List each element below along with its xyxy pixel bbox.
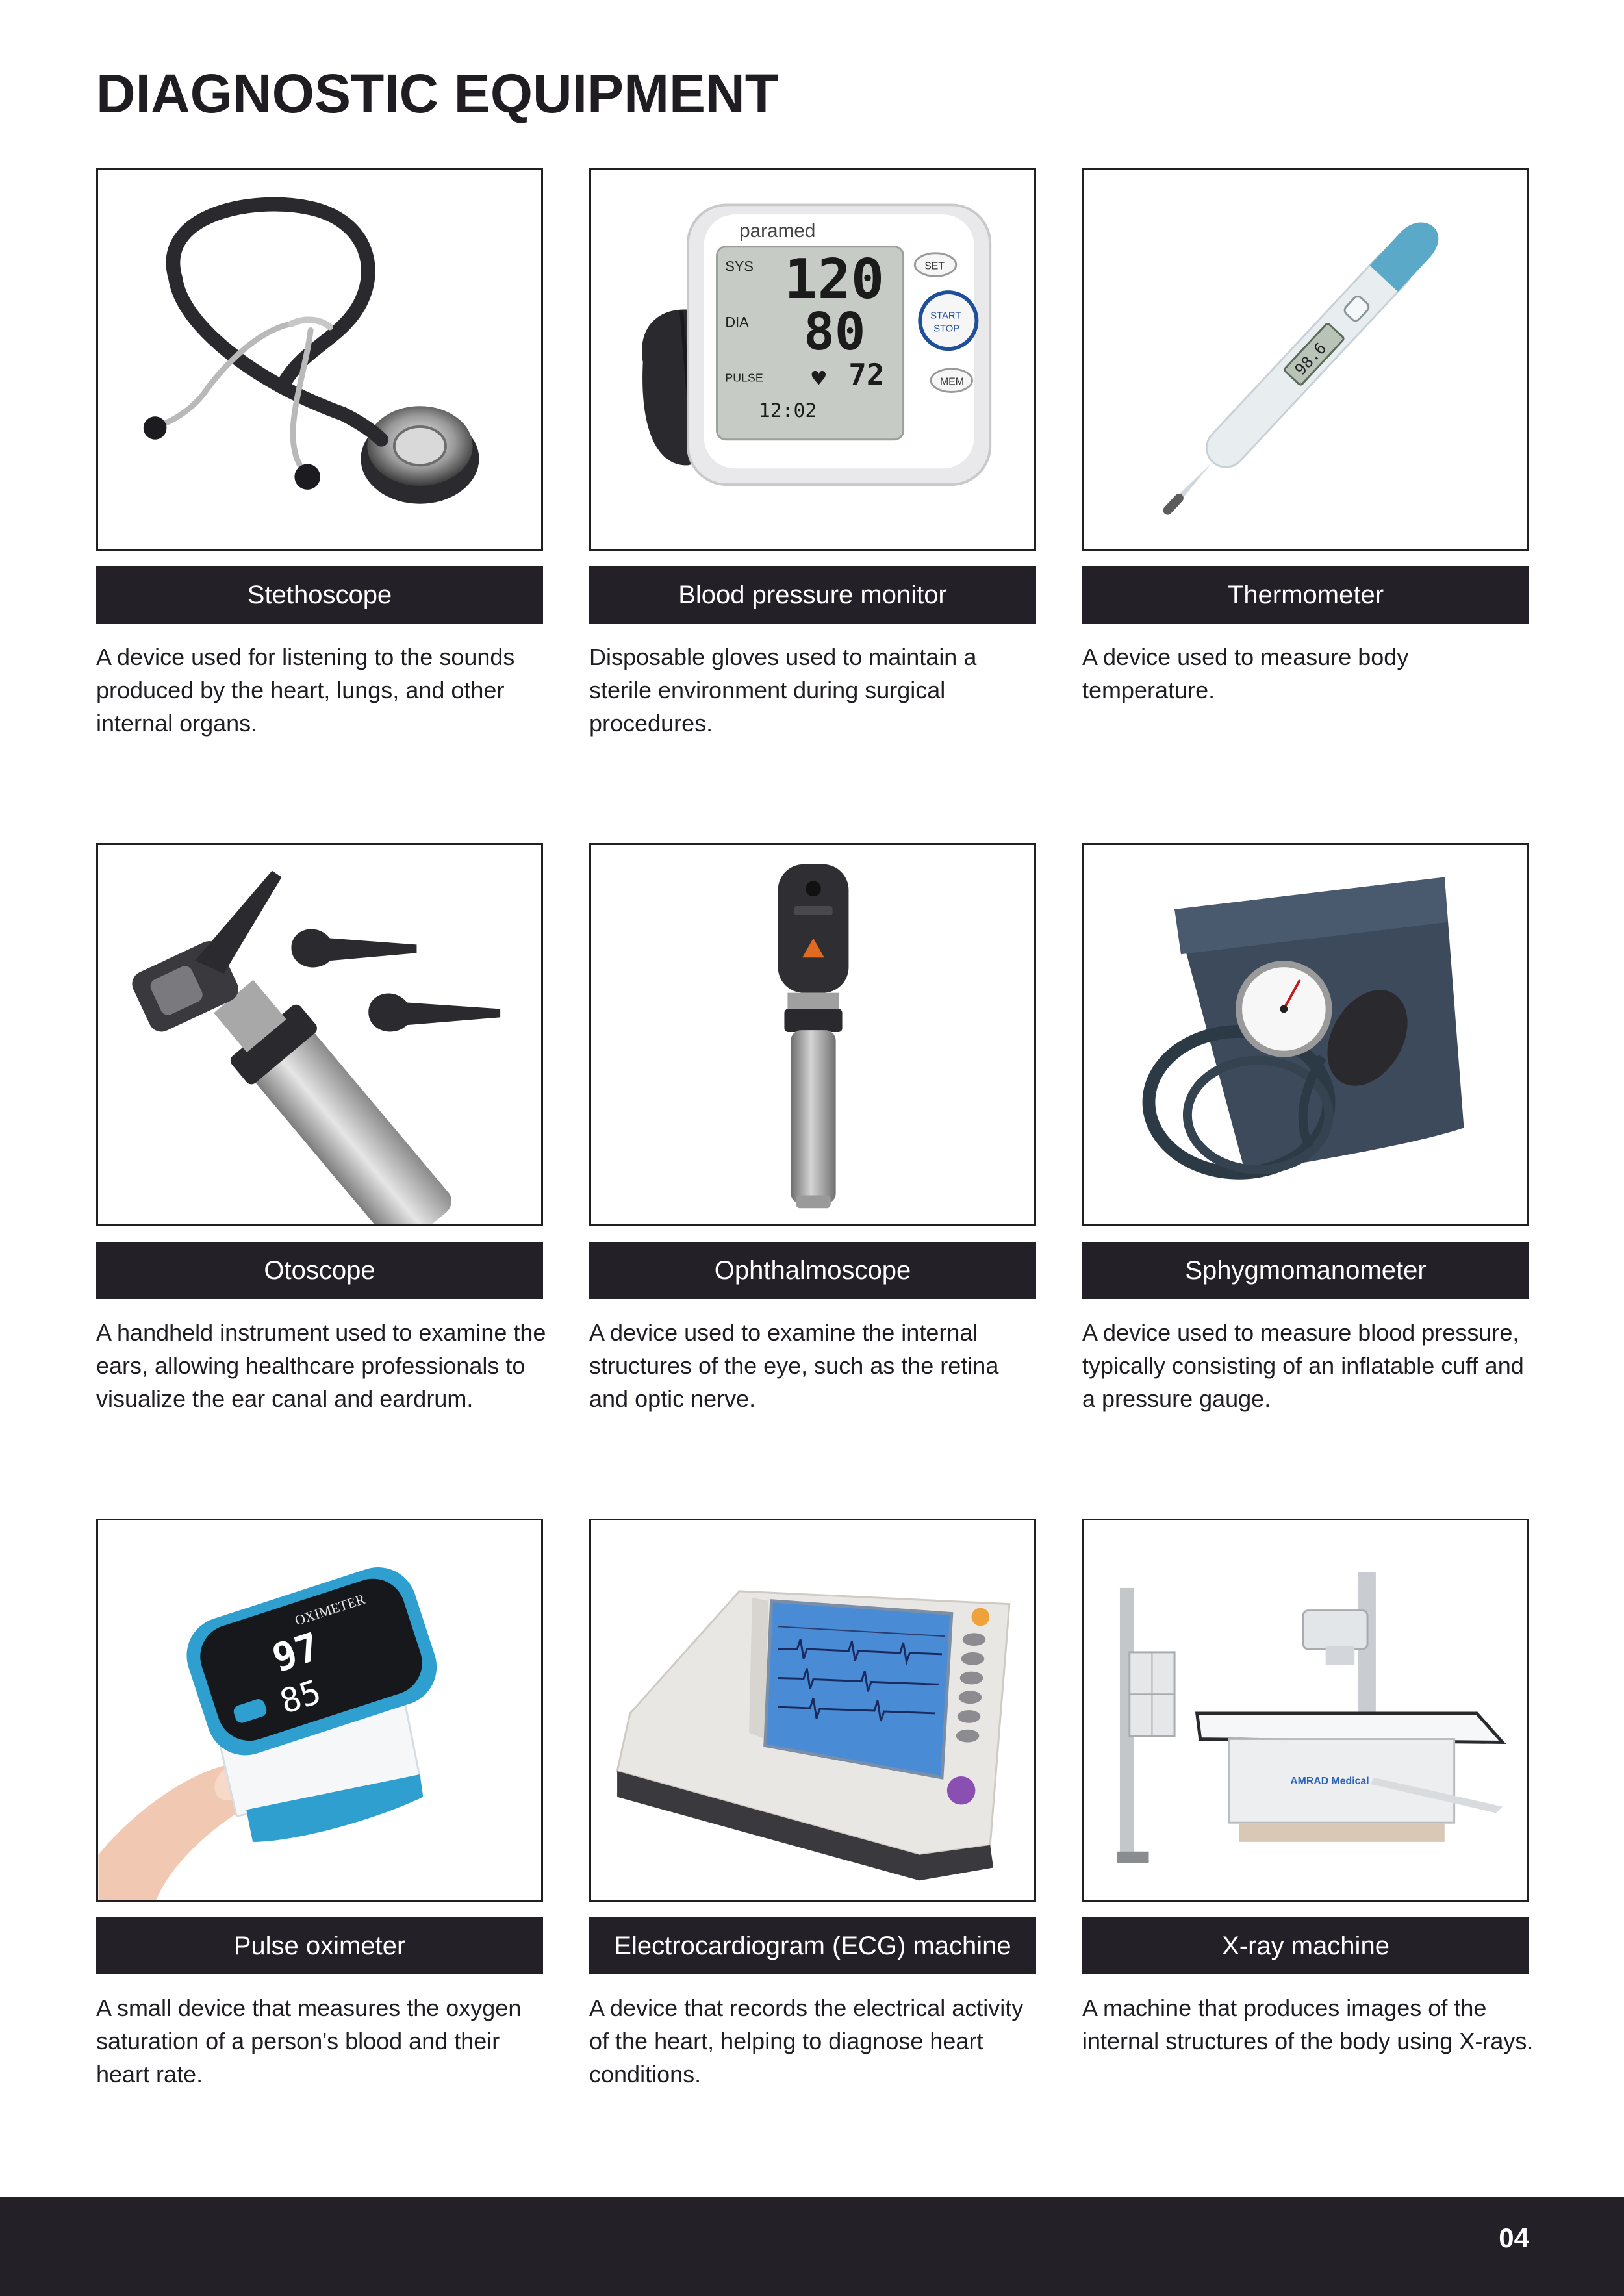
equipment-card-thermometer	[1082, 168, 1529, 843]
equipment-name: Otoscope	[96, 1242, 543, 1299]
equipment-description: A device that records the electrical activity of the heart, helping to diagnose heart conditions.	[589, 1995, 1024, 2088]
bp-pulse-value: 72	[848, 357, 885, 392]
equipment-name: Thermometer	[1082, 566, 1529, 624]
equipment-photo	[96, 843, 543, 1226]
bp-dia-value: 80	[804, 302, 866, 362]
equipment-card-ophthalmoscope	[589, 843, 1036, 1519]
equipment-card-otoscope	[96, 843, 546, 1519]
ecg-machine-icon	[591, 1520, 1034, 1900]
equipment-name: Sphygmomanometer	[1082, 1242, 1529, 1299]
thermometer-icon	[1084, 170, 1527, 549]
bp-time: 12:02	[758, 399, 817, 423]
equipment-description: A machine that produces images of the internal structures of the body using X-rays.	[1082, 1995, 1534, 2054]
equipment-card-ecg-machine	[589, 1519, 1036, 2194]
equipment-card-blood-pressure-monitor	[589, 168, 1036, 843]
otoscope-icon	[98, 845, 541, 1224]
stethoscope-icon	[98, 170, 541, 549]
bp-mem-button: MEM	[939, 376, 964, 388]
equipment-photo	[96, 168, 543, 551]
equipment-card-stethoscope	[96, 168, 543, 843]
equipment-name: Blood pressure monitor	[589, 566, 1036, 624]
x-ray-machine-icon	[1084, 1520, 1527, 1900]
equipment-name: X-ray machine	[1082, 1917, 1529, 1974]
sphygmomanometer-icon	[1084, 845, 1527, 1224]
page-footer	[0, 2197, 1624, 2296]
equipment-photo	[96, 1519, 543, 1902]
bp-dia-label: DIA	[725, 314, 749, 331]
equipment-name: Ophthalmoscope	[589, 1242, 1036, 1299]
equipment-description: Disposable gloves used to maintain a sterile environment during surgical procedures.	[589, 644, 977, 737]
equipment-description: A small device that measures the oxygen saturation of a person's blood and their heart rate.	[96, 1995, 522, 2088]
blood-pressure-monitor-icon	[591, 170, 1034, 549]
bp-start-button: START	[930, 310, 961, 322]
bp-brand-text: paramed	[739, 220, 816, 242]
x-ray-brand: AMRAD Medical	[1290, 1775, 1369, 1787]
equipment-photo	[589, 1519, 1036, 1902]
oximeter-pulse: 85	[275, 1672, 326, 1722]
page-number: 04	[1499, 2223, 1529, 2253]
equipment-photo	[589, 168, 1036, 551]
equipment-description: A handheld instrument used to examine the ears, allowing healthcare professionals to visualize the ear canal and eardrum.	[96, 1319, 546, 1412]
bp-stop-button: STOP	[933, 323, 960, 334]
equipment-name: Electrocardiogram (ECG) machine	[589, 1917, 1036, 1974]
equipment-photo	[1082, 1519, 1529, 1902]
equipment-card-x-ray-machine	[1082, 1519, 1534, 2194]
thermometer-reading: 98.6	[1291, 339, 1330, 379]
page-title: DIAGNOSTIC EQUIPMENT	[96, 63, 779, 124]
equipment-name: Stethoscope	[96, 566, 543, 624]
oximeter-brand: OXIMETER	[292, 1591, 368, 1629]
bp-sys-label: SYS	[725, 258, 754, 275]
equipment-description: A device used to measure blood pressure, typically consisting of an inflatable cuff and a pressure gauge.	[1082, 1319, 1524, 1412]
equipment-photo	[1082, 168, 1529, 551]
equipment-photo	[589, 843, 1036, 1226]
pulse-oximeter-icon	[98, 1520, 541, 1900]
equipment-name: Pulse oximeter	[96, 1917, 543, 1974]
bp-sys-value: 120	[784, 247, 885, 312]
bp-pulse-label: PULSE	[725, 371, 763, 385]
equipment-description: A device used to measure body temperature.	[1082, 644, 1409, 703]
bp-set-button: SET	[924, 260, 945, 272]
equipment-card-pulse-oximeter	[96, 1519, 543, 2194]
heart-icon: ♥	[810, 367, 828, 390]
equipment-photo	[1082, 843, 1529, 1226]
oximeter-spo2: 97	[267, 1624, 325, 1682]
equipment-description: A device used for listening to the sounds produced by the heart, lungs, and other internal organs.	[96, 644, 515, 737]
equipment-card-sphygmomanometer	[1082, 843, 1529, 1519]
ophthalmoscope-icon	[591, 845, 1034, 1224]
equipment-grid	[96, 168, 1534, 2194]
equipment-description: A device used to examine the internal structures of the eye, such as the retina and optic nerve.	[589, 1319, 999, 1412]
